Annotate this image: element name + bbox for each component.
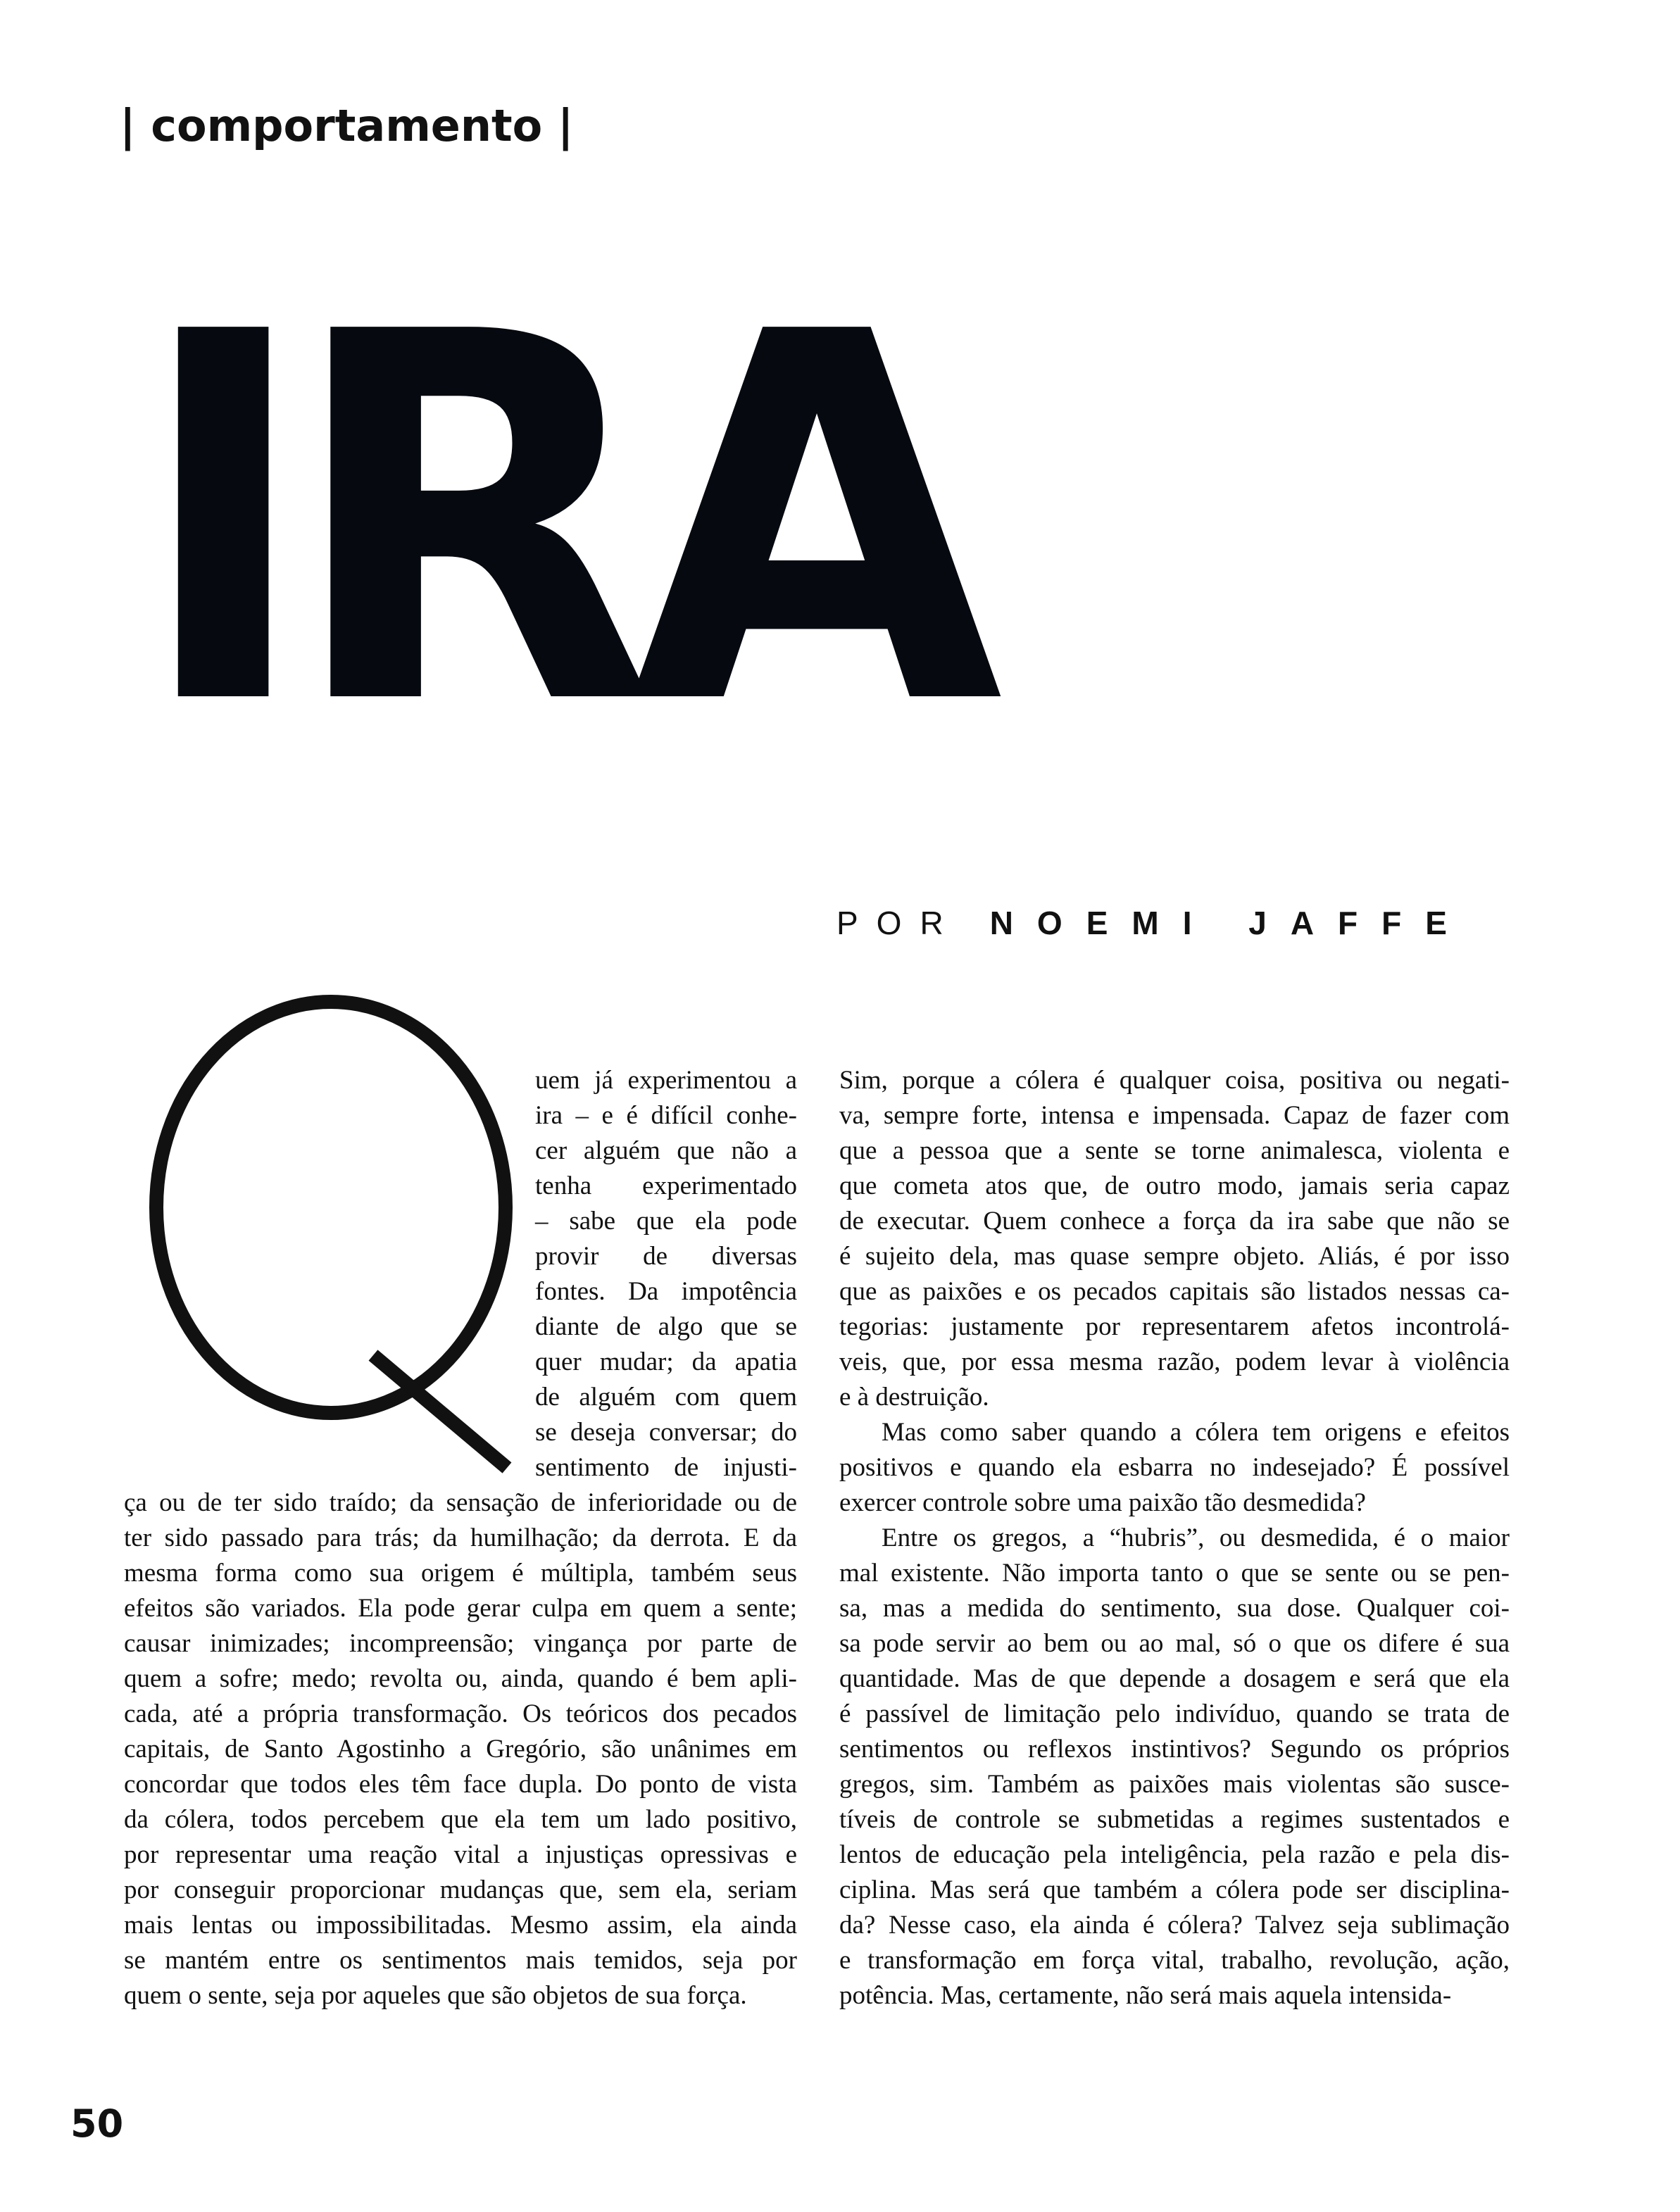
text-line: é sujeito dela, mas quase sempre objeto. Aliás, é por isso bbox=[839, 1242, 1510, 1271]
text-line: cada, até a própria transformação. Os teóricos dos pecados bbox=[124, 1699, 797, 1728]
text-line: sentimentos ou reflexos instintivos? Segundo os próprios bbox=[839, 1735, 1510, 1764]
text-line: – sabe que ela pode bbox=[535, 1207, 797, 1236]
text-line: veis, que, por essa mesma razão, podem levar à violência bbox=[839, 1347, 1510, 1376]
text-line: mais lentas ou impossibilitadas. Mesmo assim, ela ainda bbox=[124, 1911, 797, 1940]
byline bbox=[836, 904, 1471, 942]
text-line: capitais, de Santo Agostinho a Gregório, são unânimes em bbox=[124, 1735, 797, 1764]
text-line: ira – e é difícil conhe- bbox=[535, 1101, 797, 1130]
text-line: quer mudar; da apatia bbox=[535, 1347, 797, 1376]
text-line: que as paixões e os pecados capitais são listados nessas ca- bbox=[839, 1277, 1510, 1306]
page-number: 50 bbox=[70, 2101, 124, 2146]
text-line: da cólera, todos percebem que ela tem um lado positivo, bbox=[124, 1805, 797, 1834]
text-line: sa pode servir ao bem ou ao mal, só o que os difere é sua bbox=[839, 1629, 1510, 1658]
text-line: mal existente. Não importa tanto o que se sente ou se pen- bbox=[839, 1559, 1510, 1588]
text-line: positivos e quando ela esbarra no indesejado? É possível bbox=[839, 1453, 1510, 1482]
text-line: e transformação em força vital, trabalho, revolução, ação, bbox=[839, 1946, 1510, 1975]
text-line: uem já experimentou a bbox=[535, 1066, 797, 1095]
text-line: tegorias: justamente por representarem afetos incontrolá- bbox=[839, 1312, 1510, 1341]
text-line: de alguém com quem bbox=[535, 1383, 797, 1412]
byline-author: NOEMI JAFFE bbox=[989, 905, 1471, 941]
text-line: concordar que todos eles têm face dupla. Do ponto de vista bbox=[124, 1770, 797, 1799]
right-column bbox=[839, 1063, 1510, 2013]
dropcap-letter: Q bbox=[141, 982, 142, 983]
left-column bbox=[124, 1063, 797, 2013]
text-line: por conseguir proporcionar mudanças que, sem ela, seriam bbox=[124, 1875, 797, 1904]
text-line: é passível de limitação pelo indivíduo, quando se trata de bbox=[839, 1699, 1510, 1728]
text-line: Entre os gregos, a “hubris”, ou desmedida, é o maior bbox=[882, 1523, 1510, 1552]
text-line: quem a sofre; medo; revolta ou, ainda, quando é bem apli- bbox=[124, 1664, 797, 1693]
text-line: causar inimizades; incompreensão; vingança por parte de bbox=[124, 1629, 797, 1658]
text-line: provir de diversas bbox=[535, 1242, 797, 1271]
text-line: va, sempre forte, intensa e impensada. Capaz de fazer com bbox=[839, 1101, 1510, 1130]
text-line: lentos de educação pela inteligência, pela razão e pela dis- bbox=[839, 1840, 1510, 1869]
text-line: se deseja conversar; do bbox=[535, 1418, 797, 1447]
text-line: efeitos são variados. Ela pode gerar culpa em quem a sente; bbox=[124, 1594, 797, 1623]
text-line: sentimento de injusti- bbox=[535, 1453, 797, 1482]
text-line: fontes. Da impotência bbox=[535, 1277, 797, 1306]
text-line: tenha experimentado bbox=[535, 1171, 797, 1200]
text-line: cer alguém que não a bbox=[535, 1136, 797, 1165]
section-tag: | comportamento | bbox=[120, 100, 574, 151]
text-line: ter sido passado para trás; da humilhação; da derrota. E da bbox=[124, 1523, 797, 1552]
text-line: ciplina. Mas será que também a cólera pode ser disciplina- bbox=[839, 1875, 1510, 1904]
byline-prefix: POR bbox=[836, 905, 962, 941]
text-line: gregos, sim. Também as paixões mais violentas são susce- bbox=[839, 1770, 1510, 1799]
text-line: que cometa atos que, de outro modo, jamais seria capaz bbox=[839, 1171, 1510, 1200]
text-line: quem o sente, seja por aqueles que são objetos de sua força. bbox=[124, 1981, 747, 2010]
text-line: mesma forma como sua origem é múltipla, também seus bbox=[124, 1559, 797, 1588]
text-line: tíveis de controle se submetidas a regimes sustentados e bbox=[839, 1805, 1510, 1834]
text-line: potência. Mas, certamente, não será mais aquela intensida- bbox=[839, 1981, 1452, 2010]
text-line: Sim, porque a cólera é qualquer coisa, positiva ou negati- bbox=[839, 1066, 1510, 1095]
text-line: diante de algo que se bbox=[535, 1312, 797, 1341]
text-line: que a pessoa que a sente se torne animalesca, violenta e bbox=[839, 1136, 1510, 1165]
text-line: se mantém entre os sentimentos mais temidos, seja por bbox=[124, 1946, 797, 1975]
text-line: exercer controle sobre uma paixão tão desmedida? bbox=[839, 1488, 1366, 1517]
text-line: da? Nesse caso, ela ainda é cólera? Talvez seja sublimação bbox=[839, 1911, 1510, 1940]
text-line: quantidade. Mas de que depende a dosagem e será que ela bbox=[839, 1664, 1510, 1693]
text-line: por representar uma reação vital a injustiças opressivas e bbox=[124, 1840, 797, 1869]
text-line: de executar. Quem conhece a força da ira sabe que não se bbox=[839, 1207, 1510, 1236]
text-line: e à destruição. bbox=[839, 1383, 989, 1412]
text-line: sa, mas a medida do sentimento, sua dose. Qualquer coi- bbox=[839, 1594, 1510, 1623]
text-line: ça ou de ter sido traído; da sensação de inferioridade ou de bbox=[124, 1488, 797, 1517]
headline: IRA bbox=[134, 226, 977, 816]
text-line: Mas como saber quando a cólera tem origens e efeitos bbox=[882, 1418, 1510, 1447]
